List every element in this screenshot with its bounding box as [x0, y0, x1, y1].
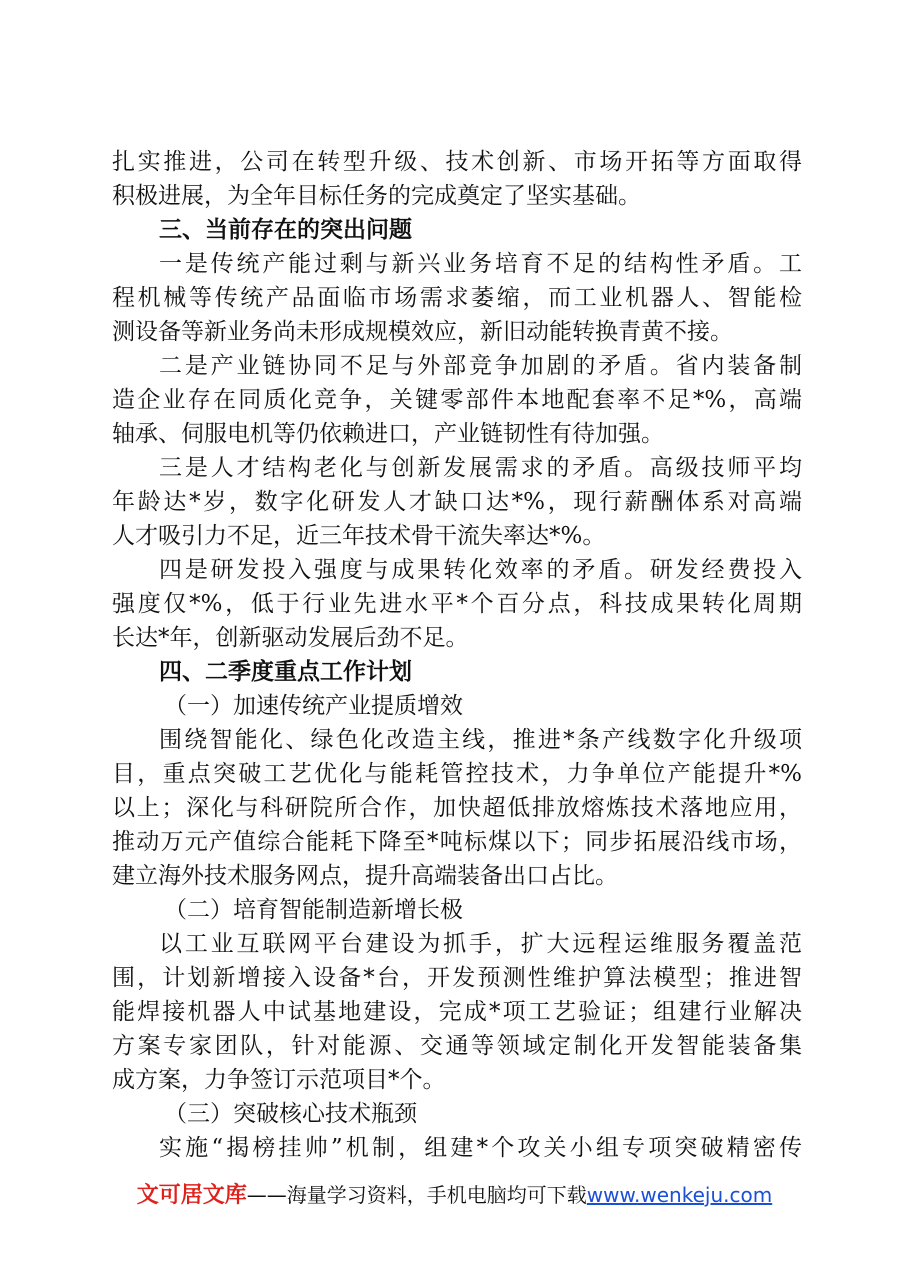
body-line: 强度仅*%，低于行业先进水平*个百分点，科技成果转化周期	[112, 591, 802, 617]
body-line: 年龄达*岁，数字化研发人才缺口达*%，现行薪酬体系对高端	[112, 489, 802, 515]
subsection-heading: （二）培育智能制造新增长极	[164, 897, 463, 923]
body-line: 围，计划新增接入设备*台，开发预测性维护算法模型；推进智	[112, 965, 802, 991]
paragraph-first-line: 一是传统产能过剩与新兴业务培育不足的结构性矛盾。工	[159, 251, 802, 277]
paragraph-first-line: 实施“揭榜挂帅”机制，组建*个攻关小组专项突破精密传	[159, 1135, 802, 1161]
subsection-heading: （一）加速传统产业提质增效	[164, 693, 463, 719]
paragraph-first-line: 围绕智能化、绿色化改造主线，推进*条产线数字化升级项	[159, 727, 802, 753]
paragraph-last-line: 建立海外技术服务网点，提升高端装备出口占比。	[112, 863, 618, 889]
body-line: 能焊接机器人中试基地建设，完成*项工艺验证；组建行业解决	[112, 999, 802, 1025]
paragraph-last-line: 长达*年，创新驱动发展后劲不足。	[112, 625, 469, 651]
paragraph-first-line: 二是产业链协同不足与外部竞争加剧的矛盾。省内装备制	[159, 353, 802, 379]
section-heading: 四、二季度重点工作计划	[159, 659, 412, 685]
paragraph-last-line: 测设备等新业务尚未形成规模效应，新旧动能转换青黄不接。	[112, 319, 733, 345]
footer-tagline: ——海量学习资料，手机电脑均可下载	[246, 1183, 587, 1207]
paragraph-first-line: 四是研发投入强度与成果转化效率的矛盾。研发经费投入	[159, 557, 802, 583]
paragraph-last-line: 轴承、伺服电机等仍依赖进口，产业链韧性有待加强。	[112, 421, 664, 447]
body-line: 目，重点突破工艺优化与能耗管控技术，力争单位产能提升*%	[112, 761, 802, 787]
body-line: 扎实推进，公司在转型升级、技术创新、市场开拓等方面取得	[112, 149, 802, 175]
footer-banner	[0, 1180, 909, 1211]
paragraph-first-line: 三是人才结构老化与创新发展需求的矛盾。高级技师平均	[159, 455, 802, 481]
paragraph-last-line: 成方案，力争签订示范项目*个。	[112, 1067, 446, 1093]
footer-brand: 文可居文库	[136, 1183, 247, 1208]
body-line: 造企业存在同质化竞争，关键零部件本地配套率不足*%，高端	[112, 387, 802, 413]
body-line: 以上；深化与科研院所合作，加快超低排放熔炼技术落地应用，	[112, 795, 802, 821]
paragraph-last-line: 积极进展，为全年目标任务的完成奠定了坚实基础。	[112, 183, 641, 209]
footer-site-link[interactable]: www.wenkeju.com	[586, 1183, 773, 1207]
section-heading: 三、当前存在的突出问题	[159, 217, 412, 243]
paragraph-last-line: 人才吸引力不足，近三年技术骨干流失率达*%。	[112, 523, 606, 549]
document-body	[112, 145, 802, 1165]
body-line: 程机械等传统产品面临市场需求萎缩，而工业机器人、智能检	[112, 285, 802, 311]
body-line: 方案专家团队，针对能源、交通等领域定制化开发智能装备集	[112, 1033, 802, 1059]
subsection-heading: （三）突破核心技术瓶颈	[164, 1101, 417, 1127]
body-line: 推动万元产值综合能耗下降至*吨标煤以下；同步拓展沿线市场，	[112, 829, 802, 855]
paragraph-first-line: 以工业互联网平台建设为抓手，扩大远程运维服务覆盖范	[159, 931, 802, 957]
